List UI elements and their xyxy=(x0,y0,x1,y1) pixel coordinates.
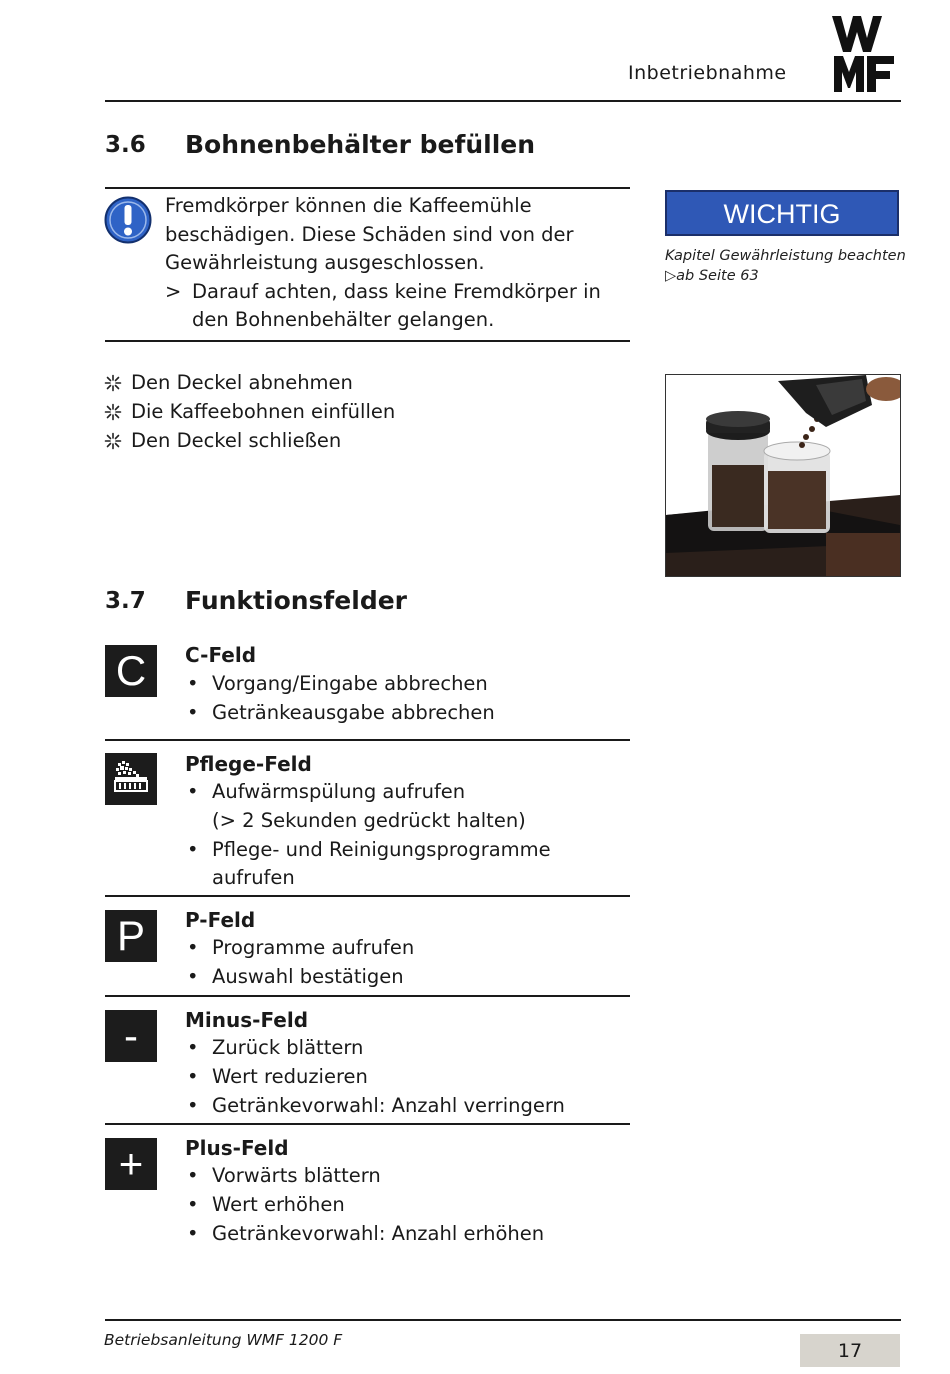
list-item xyxy=(185,963,414,992)
list-item-text: Aufwärmspülung aufrufen xyxy=(212,780,466,803)
bullet: • xyxy=(187,1221,199,1245)
action-line: den Bohnenbehälter gelangen. xyxy=(192,308,495,332)
bullet: • xyxy=(187,1192,199,1216)
list-item xyxy=(185,1063,565,1092)
list-item-text: Getränkevorwahl: Anzahl erhöhen xyxy=(212,1221,545,1245)
bean-container-photo xyxy=(665,374,901,577)
list-item-text: Wert reduzieren xyxy=(212,1064,368,1088)
list-item xyxy=(185,1162,544,1191)
action-marker: > xyxy=(165,279,182,303)
bullet: • xyxy=(187,700,199,724)
list-item-text: Wert erhöhen xyxy=(212,1192,345,1216)
field-items xyxy=(185,778,551,893)
bullet: • xyxy=(187,1036,199,1059)
care-icon xyxy=(109,759,153,799)
header-rule xyxy=(105,100,901,102)
step-item xyxy=(104,427,395,456)
list-item xyxy=(185,1220,544,1249)
plus-key-icon: + xyxy=(105,1138,157,1190)
sparkle-bullet-icon xyxy=(104,403,122,421)
section-number: 3.7 xyxy=(105,588,146,614)
section-title: Funktionsfelder xyxy=(185,586,408,615)
important-box: WICHTIG xyxy=(665,190,899,236)
section-title: Bohnenbehälter befüllen xyxy=(185,130,536,159)
bullet: • xyxy=(187,1093,199,1117)
reference-arrow-icon: ▷ xyxy=(665,268,677,284)
field-divider xyxy=(105,1123,630,1125)
list-item-text: Vorwärts blättern xyxy=(212,1164,381,1187)
list-item-text: Auswahl bestätigen xyxy=(212,964,404,988)
header-section-label: Inbetriebnahme xyxy=(628,62,787,84)
step-text: Den Deckel abnehmen xyxy=(131,371,353,394)
list-item-text: Pflege- und Reinigungsprogramme xyxy=(212,837,551,861)
list-item xyxy=(185,836,551,865)
bullet: • xyxy=(187,780,199,803)
bullet: • xyxy=(187,1164,199,1187)
p-key-icon: P xyxy=(105,910,157,962)
page-number: 17 xyxy=(800,1334,900,1367)
step-item xyxy=(104,369,395,398)
warning-line: Fremdkörper können die Kaffeemühle xyxy=(165,194,532,217)
warning-line: Gewährleistung ausgeschlossen. xyxy=(165,251,485,275)
field-divider xyxy=(105,995,630,997)
list-item xyxy=(185,934,414,963)
list-item-text: aufrufen xyxy=(212,866,295,890)
list-item-text: Programme aufrufen xyxy=(212,936,415,959)
step-text: Die Kaffeebohnen einfüllen xyxy=(131,399,396,423)
care-key xyxy=(105,753,157,805)
list-item xyxy=(185,1092,565,1121)
list-item-continuation xyxy=(185,807,551,836)
important-note-page: ab Seite 63 xyxy=(676,268,759,284)
important-note xyxy=(665,246,906,286)
field-title: Plus-Feld xyxy=(185,1136,289,1160)
field-title: C-Feld xyxy=(185,643,257,667)
important-note-line: Kapitel Gewährleistung beachten xyxy=(665,248,906,264)
list-item-text: Vorgang/Eingabe abbrechen xyxy=(212,672,488,695)
wmf-logo-icon xyxy=(832,16,894,94)
warning-action xyxy=(165,278,601,335)
field-divider xyxy=(105,895,630,897)
list-item xyxy=(185,699,495,728)
field-title: Minus-Feld xyxy=(185,1008,309,1032)
field-items xyxy=(185,1162,544,1248)
warning-text xyxy=(165,192,601,335)
minus-key-icon: - xyxy=(105,1010,157,1062)
sparkle-bullet-icon xyxy=(104,374,122,392)
field-title: Pflege-Feld xyxy=(185,752,312,776)
warning-line: beschädigen. Diese Schäden sind von der xyxy=(165,222,574,246)
section-number: 3.6 xyxy=(105,132,146,158)
action-line: Darauf achten, dass keine Fremdkörper in xyxy=(192,279,601,303)
exclamation-icon xyxy=(104,196,152,244)
c-key-icon: C xyxy=(105,645,157,697)
list-item-text: (> 2 Sekunden gedrückt halten) xyxy=(212,808,526,832)
bullet: • xyxy=(187,672,199,695)
footer-rule xyxy=(105,1319,901,1321)
list-item-text: Getränkeausgabe abbrechen xyxy=(212,700,495,724)
important-note-reference xyxy=(665,266,906,286)
bullet: • xyxy=(187,1064,199,1088)
list-item xyxy=(185,670,495,699)
list-item xyxy=(185,1034,565,1063)
step-text: Den Deckel schließen xyxy=(131,428,342,452)
field-items xyxy=(185,670,495,728)
list-item xyxy=(185,1191,544,1220)
field-items xyxy=(185,1034,565,1120)
step-item xyxy=(104,398,395,427)
list-item-text: Zurück blättern xyxy=(212,1036,364,1059)
step-list xyxy=(104,369,395,455)
field-divider xyxy=(105,739,630,741)
bullet: • xyxy=(187,837,199,861)
sparkle-bullet-icon xyxy=(104,432,122,450)
warning-top-rule xyxy=(105,187,630,189)
list-item-text: Getränkevorwahl: Anzahl verringern xyxy=(212,1093,565,1117)
bullet: • xyxy=(187,936,199,959)
list-item-continuation xyxy=(185,864,551,893)
field-items xyxy=(185,934,414,992)
field-title: P-Feld xyxy=(185,908,256,932)
bullet: • xyxy=(187,964,199,988)
warning-bottom-rule xyxy=(105,340,630,342)
list-item xyxy=(185,778,551,807)
manual-title: Betriebsanleitung WMF 1200 F xyxy=(104,1331,343,1349)
